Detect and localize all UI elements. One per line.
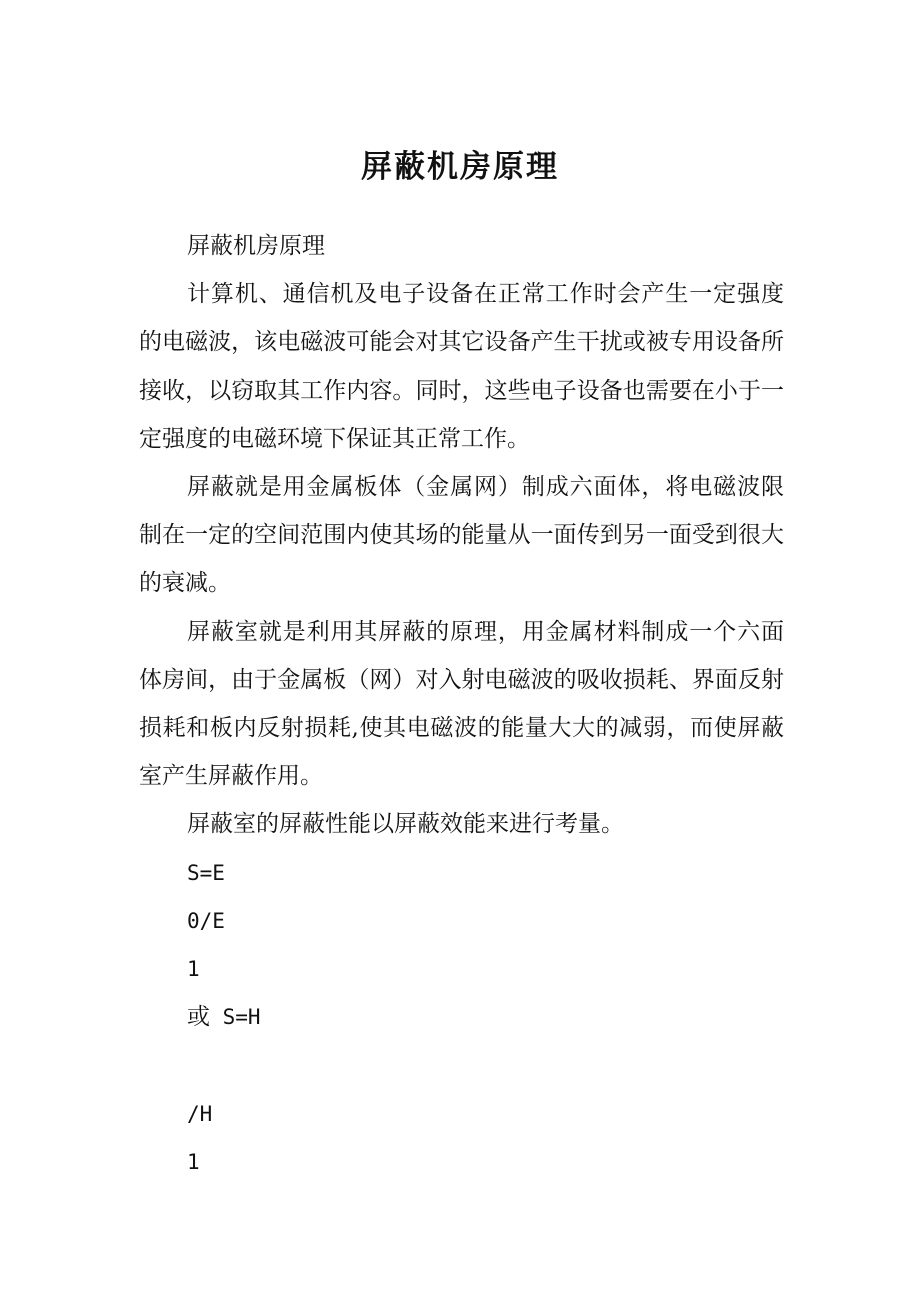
paragraph-4: 屏蔽室的屏蔽性能以屏蔽效能来进行考量。 <box>187 811 624 838</box>
formula-line-6: 1 <box>187 1149 200 1174</box>
paragraph-1: 计算机、通信机及电子设备在正常工作时会产生一定强度的电磁波，该电磁波可能会对其它设备产生干扰或被专用设备所接收，以窃取其工作内容。同时，这些电子设备也需要在小于一定强度的电磁环境下保证其正常工作。 <box>139 281 784 452</box>
formula-line-4-rest: S=H <box>210 1005 261 1030</box>
formula-line-5: /H <box>187 1101 213 1126</box>
formula-line-4-prefix: 或 <box>187 1004 210 1031</box>
formula-line-1: S=E <box>187 860 225 885</box>
document-title: 屏蔽机房原理 <box>361 149 559 185</box>
formula-line-3: 1 <box>187 957 200 982</box>
paragraph-heading: 屏蔽机房原理 <box>187 233 325 259</box>
paragraph-3: 屏蔽室就是利用其屏蔽的原理，用金属材料制成一个六面体房间，由于金属板（网）对入射电磁波的吸收损耗、界面反射损耗和板内反射损耗,使其电磁波的能量大大的减弱，而使屏蔽室产生屏蔽作用。 <box>139 618 784 790</box>
document-body <box>139 222 784 1186</box>
blank-line <box>139 1041 784 1089</box>
formula-line-2: 0/E <box>187 908 225 933</box>
paragraph-2: 屏蔽就是用金属板体（金属网）制成六面体，将电磁波限制在一定的空间范围内使其场的能量从一面传到另一面受到很大的衰减。 <box>139 474 784 597</box>
formula-line-4 <box>139 993 784 1041</box>
